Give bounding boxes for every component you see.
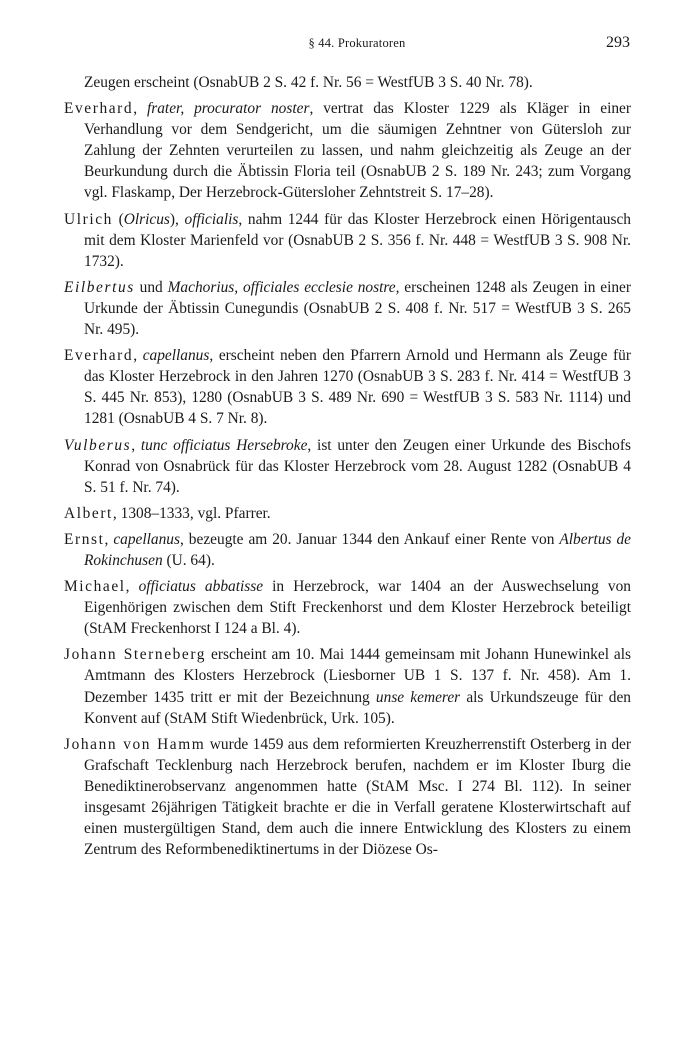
entry-paragraph	[64, 98, 631, 203]
emphasis-run: officiatus abbatisse	[138, 578, 264, 596]
text-run: ,	[104, 530, 114, 548]
emphasis-run: capellanus	[142, 347, 210, 365]
emphasis-run: frater, procurator noster	[146, 100, 310, 118]
entry-paragraph	[64, 529, 631, 571]
emphasis-run: Everhard	[64, 100, 134, 118]
emphasis-run: Machorius, officiales ecclesie nostre,	[167, 278, 400, 296]
text-run: , bezeugte am 20. Januar 1344 den Ankauf einer Rente von	[180, 530, 560, 548]
text-body	[64, 72, 631, 865]
emphasis-run: unse kemerer	[375, 688, 461, 706]
text-run: ,	[133, 347, 143, 365]
emphasis-run: Albert	[64, 504, 113, 522]
text-run: , vertrat das Kloster 1229 als Kläger in einer Verhandlung vor dem Sendgericht, um die säumigen Zehntner von Gütersloh zur Zahlung der Zehnten verurteilen zu lassen, und nahm gleichzeitig als Zeuge an der Beurkundung durch die Äbtissin Floria teil (OsnabUB 2 S. 189 Nr. 243; zum Vorgang vgl. Flaskamp, Der Herzebrock-Gütersloher Zehntstreit S. 17–28).	[84, 100, 631, 202]
text-run: (U. 64).	[162, 551, 215, 569]
page-header	[84, 36, 630, 56]
entry-paragraph	[64, 576, 631, 639]
emphasis-run: Vulberus	[64, 436, 132, 454]
entry-paragraph	[64, 209, 631, 272]
emphasis-run: Albertus de Rokinchusen	[84, 530, 631, 569]
text-run: , erscheint neben den Pfarrern Arnold und Hermann als Zeuge für das Kloster Herzebrock in den Jahren 1270 (OsnabUB 3 S. 283 f. Nr. 414 = WestfUB 3 S. 445 Nr. 853), 1280 (OsnabUB 3 S. 489 Nr. 690 = WestfUB 3 S. 583 Nr. 1114) und 1281 (OsnabUB 4 S. 7 Nr. 8).	[84, 347, 631, 428]
text-run: ),	[169, 210, 185, 228]
text-run: erscheinen 1248 als Zeugen in einer Urkunde der Äbtissin Cunegundis (OsnabUB 2 S. 408 f. Nr. 517 = WestfUB 3 S. 265 Nr. 495).	[84, 278, 632, 339]
entry-paragraph	[64, 503, 631, 524]
text-run: Zeugen erscheint (OsnabUB 2 S. 42 f. Nr. 56 = WestfUB 3 S. 40 Nr. 78).	[84, 74, 533, 91]
emphasis-run: capellanus	[113, 530, 180, 548]
emphasis-run: officialis	[184, 210, 239, 228]
text-run: und	[134, 278, 168, 296]
emphasis-run: Johann von Hamm	[64, 735, 206, 753]
text-run: , ist unter den Zeugen einer Urkunde des Bischofs Konrad von Osnabrück für das Kloster Herzebrock vom 28. August 1282 (OsnabUB 4 S. 51 f. Nr. 74).	[84, 436, 631, 496]
text-run: ,	[125, 578, 139, 596]
text-run: als Urkundszeuge für den Konvent auf (StAM Stift Wiedenbrück, Urk. 105).	[84, 688, 631, 727]
emphasis-run: Ulrich	[64, 210, 113, 228]
entry-paragraph	[64, 644, 631, 728]
text-run: wurde 1459 aus dem reformierten Kreuzherrenstift Osterberg in der Grafschaft Tecklenburg nach Herzebrock berufen, nachdem er im Kloster Iburg die Benediktinerobservanz angenommen hatte (StAM Msc. I 274 Bl. 112). In seiner insgesamt 26jährigen Tätigkeit brachte er die in Verfall geratene Klosterwirtschaft auf einen mustergültigen Stand, dem auch die innere Entwicklung des Klosters zu einem Zentrum des Reformbenediktinertums in der Diözese Os-	[84, 735, 631, 859]
text-run: , 1308–1333, vgl. Pfarrer.	[112, 504, 271, 522]
running-title: § 44. Prokuratoren	[308, 36, 406, 50]
emphasis-run: Olricus	[123, 210, 170, 228]
entry-paragraph	[64, 734, 631, 861]
page-number: 293	[606, 34, 630, 51]
text-run: ,	[133, 100, 147, 118]
text-run: in Herzebrock, war 1404 an der Auswechselung von Eigenhörigen zwischen dem Stift Freckenhorst und dem Kloster Herzebrock beteiligt (StAM Freckenhorst I 124 a Bl. 4).	[84, 578, 631, 638]
text-run: erscheint am 10. Mai 1444 gemeinsam mit Johann Hunewinkel als Amtmann des Klosters Herzebrock (Liesborner UB 1 S. 137 f. Nr. 458). Am 1. Dezember 1435 tritt er mit der Bezeichnung	[84, 646, 631, 706]
entry-paragraph	[64, 345, 631, 429]
emphasis-run: Michael	[64, 578, 126, 596]
emphasis-run: Everhard	[64, 347, 134, 365]
emphasis-run: Eilbertus	[64, 278, 135, 296]
text-run: , nahm 1244 für das Kloster Herzebrock einen Hörigentausch mit dem Kloster Marienfeld vor (OsnabUB 2 S. 356 f. Nr. 448 = WestfUB 3 S. 908 Nr. 1732).	[84, 210, 631, 270]
emphasis-run: tunc officiatus Hersebroke	[140, 436, 308, 454]
entry-paragraph	[64, 435, 631, 498]
text-run: ,	[131, 436, 141, 454]
entry-paragraph	[64, 277, 631, 340]
text-run: (	[112, 210, 124, 228]
emphasis-run: Johann Sterneberg	[64, 646, 207, 664]
continued-paragraph	[64, 72, 631, 93]
emphasis-run: Ernst	[64, 530, 105, 548]
